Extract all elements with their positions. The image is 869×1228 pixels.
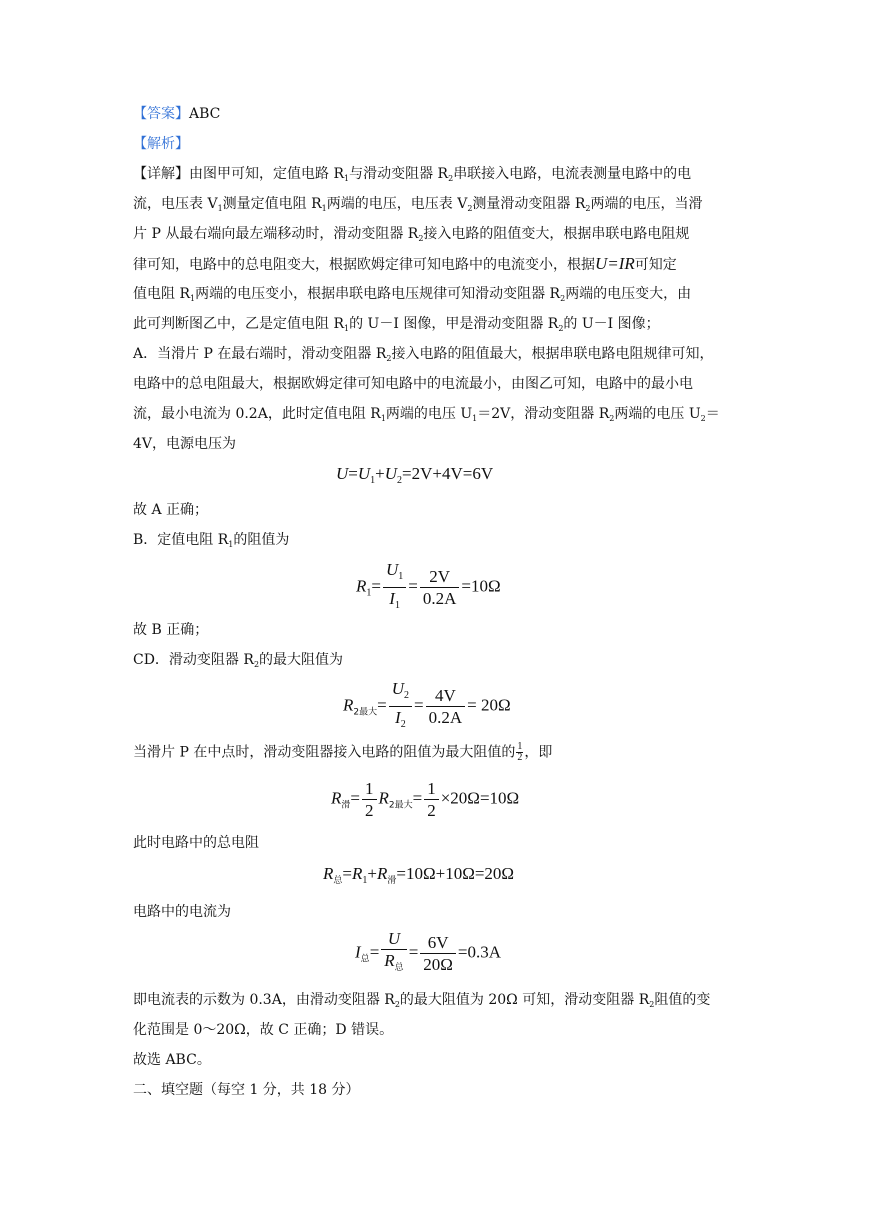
ohm-law-formula: U=IR: [595, 254, 635, 273]
detail-line-6: 此可判断图乙中，乙是定值电阻 $R_1$的 U－I 图像，甲是滑动变阻器 $R_2$的 U－I 图像；: [133, 316, 660, 333]
equation-r1: $R_1=$ $\frac{U_1}{I_1}$ = $\frac{2V}{0.2A}$ =10Ω: [356, 560, 501, 615]
detail-line-3: 片 P 从最右端向最左端移动时，滑动变阻器 $R_2$接入电路的阻值变大，根据串联电路电阻规: [133, 226, 690, 243]
equation-source-voltage: $U=U_1+U_2=2V+4V=6V$: [336, 464, 494, 486]
partCD-line-1: CD．滑动变阻器 $R_2$的最大阻值为: [133, 652, 344, 669]
partCD-line-2: 当滑片 P 在中点时，滑动变阻器接入电路的阻值为最大阻值的 $\frac{1}{2}$ ，即: [133, 741, 553, 763]
partCD-line-3: 此时电路中的总电阻: [133, 835, 259, 851]
answer-value: ABC: [189, 106, 221, 122]
partB-line-1: B．定值电阻 $R_1$的阻值为: [133, 532, 290, 549]
equation-i-total: $I_总=$ $\frac{U}{R_总}$ = $\frac{6V}{20\Omega}$ =0.3A: [355, 929, 502, 974]
answer-label: 【答案】: [133, 106, 189, 122]
detail-line-4: 律可知，电路中的总电阻变大，根据欧姆定律可知电路中的电流变小，根据U=IR可知定: [133, 254, 677, 273]
partCD-line-5: 即电流表的示数为 0.3A，由滑动变阻器 $R_2$的最大阻值为 20Ω 可知，滑动变阻器 $R_2$阻值的变: [133, 992, 711, 1009]
detail-line-2: 流，电压表 $V_1$测量定值电阻 $R_1$两端的电压，电压表 $V_2$测量滑动变阻器 $R_2$两端的电压，当滑: [133, 196, 703, 213]
fraction-one-half: $\frac{1}{2}$: [517, 741, 523, 763]
partA-line-3: 流，最小电流为 0.2A，此时定值电阻 $R_1$两端的电压 $U_1=2V$，滑动变阻器 $R_2$两端的电压 $U_2=$: [133, 406, 720, 423]
final-answer: 故选 ABC。: [133, 1052, 211, 1068]
equation-r-total: $R_总=R_1+R_滑=10\Omega+10\Omega=20\Omega$: [323, 864, 515, 886]
section-heading: 二、填空题（每空 1 分，共 18 分）: [133, 1082, 360, 1098]
partA-line-4: 4V，电源电压为: [133, 436, 237, 452]
fraction-2v-02a: $\frac{2V}{0.2A}$: [420, 567, 460, 608]
partA-line-1: A．当滑片 P 在最右端时，滑动变阻器 $R_2$接入电路的阻值最大，根据串联电路电阻规律可知，: [133, 346, 714, 363]
partA-conclusion: 故 A 正确；: [133, 502, 209, 518]
detail-line-5: 值电阻 $R_1$两端的电压变小，根据串联电路电压规律可知滑动变阻器 $R_2$两端的电压变大，由: [133, 286, 692, 303]
equation-r-slide: $R_滑=$ $\frac{1}{2}$ $R_{2最大}=$ $\frac{1}{2}$ ×20Ω=10Ω: [331, 779, 520, 820]
equation-r2-max: $R_{2最大}=$ $\frac{U_2}{I_2}$ = $\frac{4V}{0.2A}$ = 20Ω: [343, 679, 511, 730]
detail-line-1: 【详解】由图甲可知，定值电路 $R_1$与滑动变阻器 $R_2$串联接入电路，电流表测量电路中的电: [133, 166, 692, 183]
partCD-line-6: 化范围是 0～20Ω，故 C 正确；D 错误。: [133, 1022, 394, 1038]
partA-line-2: 电路中的总电阻最大，根据欧姆定律可知电路中的电流最小，由图乙可知，电路中的最小电: [133, 376, 693, 392]
partB-conclusion: 故 B 正确；: [133, 622, 209, 638]
partCD-line-4: 电路中的电流为: [133, 904, 231, 920]
answer-line: [133, 104, 220, 124]
analysis-label: 【解析】: [133, 136, 189, 152]
fraction-u1-i1: $\frac{U_1}{I_1}$: [383, 560, 406, 615]
